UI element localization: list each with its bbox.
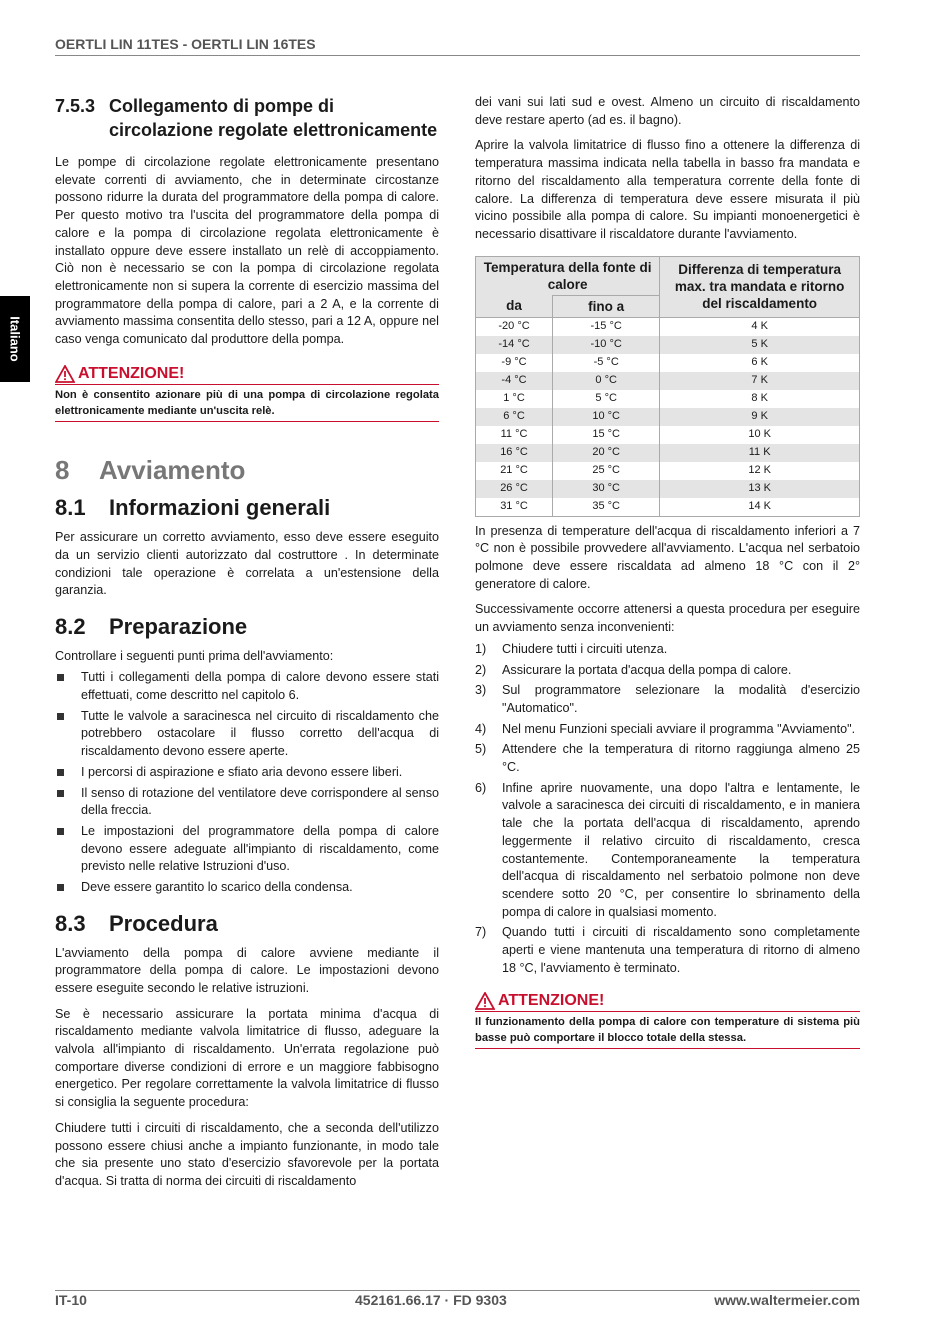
table-row bbox=[476, 372, 860, 390]
step-item bbox=[475, 721, 860, 739]
table-header-diff: Differenza di temperatura max. tra mandata e ritorno del riscaldamento bbox=[660, 256, 860, 317]
heading-number: 8.2 bbox=[55, 613, 86, 639]
procedure-steps bbox=[475, 641, 860, 978]
table-cell: 4 K bbox=[660, 317, 860, 336]
table-cell: 12 K bbox=[660, 462, 860, 480]
step-item bbox=[475, 741, 860, 776]
table-header-source: Temperatura della fonte di calore bbox=[476, 256, 660, 295]
table-cell: 14 K bbox=[660, 498, 860, 517]
table-cell: 6 K bbox=[660, 354, 860, 372]
warning-text: Non è consentito azionare più di una pompa di circolazione regolata elettronicamente mediante un'uscita relè. bbox=[55, 388, 439, 417]
language-tab bbox=[0, 296, 30, 382]
table-row bbox=[476, 426, 860, 444]
step-text: Sul programmatore selezionare la modalità d'esercizio "Automatico". bbox=[502, 683, 860, 715]
heading-number: 7.5.3 bbox=[55, 96, 96, 116]
heading-title: Procedura bbox=[109, 910, 218, 936]
table-cell: 21 °C bbox=[476, 462, 553, 480]
paragraph: Le pompe di circolazione regolate elettronicamente presentano elevate correnti di avviamento, che in determinate circostanze possono ridurre la durata del programmatore della pompa di calore. Per questo motivo tra l'uscita del programmatore della pompa di calore e la pompa di circolazione regolata elettronicamente è installato oppure deve essere installato un relè di accoppiamento. Ciò non è necessario se con la pompa di circolazione regolata elettronicamente non si supera la corrente di esercizio massima del programmatore della pompa di calore, pari a 2 A, e la corrente di avviamento massima consentita dello stesso, pari a 12 A, oppure nel caso venga comunicato dal produttore della pompa. bbox=[55, 155, 439, 347]
paragraph: Se è necessario assicurare la portata minima d'acqua di riscaldamento mediante valvola limitatrice di flusso, adeguare la valvola all'impianto di riscaldamento. Un'errata regolazione può comportare diverse condizioni di errore e un maggiore fabbisogno energetico. Per regolare correttamente la valvola limitatrice di flusso si consiglia la seguente procedura: bbox=[55, 1006, 439, 1110]
table-cell: 35 °C bbox=[553, 498, 660, 517]
right-column bbox=[475, 94, 860, 1057]
paragraph: Controllare i seguenti punti prima dell'avviamento: bbox=[55, 648, 334, 663]
step-number: 1) bbox=[475, 641, 487, 656]
table-cell: 11 K bbox=[660, 444, 860, 462]
table-row bbox=[476, 462, 860, 480]
table-cell: -4 °C bbox=[476, 372, 553, 390]
table-row bbox=[476, 390, 860, 408]
table-row bbox=[476, 354, 860, 372]
table-body bbox=[476, 317, 860, 516]
table-cell: 13 K bbox=[660, 480, 860, 498]
left-column bbox=[55, 94, 439, 1199]
warning-box bbox=[55, 365, 439, 422]
warning-box bbox=[475, 992, 860, 1049]
step-item bbox=[475, 682, 860, 717]
step-number: 4) bbox=[475, 721, 487, 736]
table-cell: 6 °C bbox=[476, 408, 553, 426]
paragraph: Chiudere tutti i circuiti di riscaldamento, che a seconda dell'utilizzo possono essere chiusi anche a impianto funzionante, in modo tale che sia presente uno stato d'esercizio sfavorevole per la portata d'acqua. Si tratta di norma dei circuiti di riscaldamento bbox=[55, 1120, 439, 1188]
step-item bbox=[475, 924, 860, 977]
heading-8 bbox=[55, 454, 439, 485]
heading-8-3 bbox=[55, 910, 439, 936]
footer-url: www.waltermeier.com bbox=[714, 1292, 860, 1308]
table-header-to: fino a bbox=[553, 295, 660, 317]
warning-title bbox=[55, 365, 439, 385]
warning-triangle-icon bbox=[475, 992, 495, 1010]
table-header-from: da bbox=[476, 295, 553, 317]
header-rule bbox=[55, 55, 860, 56]
table-cell: 10 °C bbox=[553, 408, 660, 426]
table-row bbox=[476, 336, 860, 354]
step-text: Attendere che la temperatura di ritorno raggiunga almeno 25 °C. bbox=[502, 742, 860, 775]
paragraph: Aprire la valvola limitatrice di flusso fino a ottenere la differenza di temperatura massima indicata nella tabella in basso fra mandata e ritorno del riscaldamento alla temperatura corrente della fonte di calore. La differenza di temperatura deve essere misurata il più vicino possibile alla pompa di calore. Su impianti monoenergetici è necessario disattivare il riscaldatore durante l'avviamento. bbox=[475, 138, 860, 241]
table-row bbox=[476, 498, 860, 517]
footer-page-number: IT-10 bbox=[55, 1292, 87, 1308]
table-cell: 16 °C bbox=[476, 444, 553, 462]
list-item: Deve essere garantito lo scarico della condensa. bbox=[55, 879, 439, 897]
warning-title-text: ATTENZIONE! bbox=[498, 991, 605, 1009]
table-cell: -10 °C bbox=[553, 336, 660, 354]
paragraph: Successivamente occorre attenersi a questa procedura per eseguire un avviamento senza inconvenienti: bbox=[475, 602, 860, 635]
table-row bbox=[476, 480, 860, 498]
checklist bbox=[55, 669, 439, 896]
table-cell: 30 °C bbox=[553, 480, 660, 498]
footer-doc-number: 452161.66.17 · FD 9303 bbox=[355, 1292, 507, 1308]
heading-title: Avviamento bbox=[99, 454, 246, 485]
heading-title: Preparazione bbox=[109, 613, 248, 639]
temperature-table bbox=[475, 256, 860, 517]
table-cell: -14 °C bbox=[476, 336, 553, 354]
paragraph: Per assicurare un corretto avviamento, esso deve essere eseguito da un servizio clienti autorizzato dal costruttore . In determinate condizioni tale operazione è correlata a un'estensione della garanzia. bbox=[55, 530, 439, 598]
step-text: Infine aprire nuovamente, una dopo l'altra e lentamente, le valvole a saracinesca dei circuiti di riscaldamento, e in maniera tale che la portata dell'acqua di riscaldamento, aprendo leggermente il relativo circuito di riscaldamento, cresca costantemente. Contemporaneamente la temperatura dell'acqua di riscaldamento nel serbatoio polmone non deve scendere sotto 20 °C, per consentire lo sbrinamento della pompa di calore in qualsiasi momento. bbox=[502, 780, 860, 919]
warning-triangle-icon bbox=[55, 365, 75, 383]
step-item bbox=[475, 780, 860, 922]
step-number: 2) bbox=[475, 662, 487, 677]
table-cell: -20 °C bbox=[476, 317, 553, 336]
table-cell: -15 °C bbox=[553, 317, 660, 336]
list-item: Le impostazioni del programmatore della pompa di calore devono essere adeguate all'impianto di riscaldamento, come previsto nelle relative Istruzioni d'uso. bbox=[55, 823, 439, 876]
list-item: I percorsi di aspirazione e sfiato aria devono essere liberi. bbox=[55, 764, 439, 782]
table-cell: 10 K bbox=[660, 426, 860, 444]
page-header: OERTLI LIN 11TES - OERTLI LIN 16TES bbox=[55, 36, 316, 52]
step-number: 6) bbox=[475, 780, 487, 795]
heading-8-2 bbox=[55, 613, 439, 639]
language-tab-label: Italiano bbox=[7, 316, 23, 362]
warning-text: Il funzionamento della pompa di calore con temperature di sistema più basse può comportare il blocco totale della stessa. bbox=[475, 1015, 860, 1044]
list-item: Il senso di rotazione del ventilatore deve corrispondere al senso della freccia. bbox=[55, 785, 439, 820]
table-cell: 5 °C bbox=[553, 390, 660, 408]
table-cell: -5 °C bbox=[553, 354, 660, 372]
table-cell: 1 °C bbox=[476, 390, 553, 408]
heading-8-1 bbox=[55, 495, 439, 521]
table-cell: 20 °C bbox=[553, 444, 660, 462]
step-text: Assicurare la portata d'acqua della pompa di calore. bbox=[502, 662, 792, 677]
warning-title bbox=[475, 992, 860, 1012]
heading-title: Informazioni generali bbox=[109, 495, 331, 521]
step-item bbox=[475, 641, 860, 659]
step-item bbox=[475, 662, 860, 680]
step-number: 7) bbox=[475, 925, 487, 940]
heading-number: 8 bbox=[55, 454, 70, 485]
list-item: Tutti i collegamenti della pompa di calore devono essere stati effettuati, come descritto nel capitolo 6. bbox=[55, 669, 439, 704]
list-item: Tutte le valvole a saracinesca nel circuito di riscaldamento che potrebbero ostacolare il flusso corretto dell'acqua di riscaldamento devono essere aperte. bbox=[55, 708, 439, 761]
step-text: Nel menu Funzioni speciali avviare il programma "Avviamento". bbox=[502, 721, 856, 736]
table-cell: 11 °C bbox=[476, 426, 553, 444]
heading-number: 8.1 bbox=[55, 495, 86, 521]
table-cell: 7 K bbox=[660, 372, 860, 390]
heading-number: 8.3 bbox=[55, 910, 86, 936]
table-cell: 15 °C bbox=[553, 426, 660, 444]
paragraph: dei vani sui lati sud e ovest. Almeno un circuito di riscaldamento deve restare aperto (ad es. il bagno). bbox=[475, 95, 860, 127]
heading-title: Collegamento di pompe di circolazione regolate elettronicamente bbox=[109, 96, 438, 140]
table-row bbox=[476, 408, 860, 426]
table-cell: 8 K bbox=[660, 390, 860, 408]
step-number: 3) bbox=[475, 683, 487, 698]
table-cell: 31 °C bbox=[476, 498, 553, 517]
table-cell: 9 K bbox=[660, 408, 860, 426]
step-number: 5) bbox=[475, 742, 487, 757]
warning-title-text: ATTENZIONE! bbox=[78, 364, 185, 382]
table-cell: 5 K bbox=[660, 336, 860, 354]
table-cell: 25 °C bbox=[553, 462, 660, 480]
table-cell: 0 °C bbox=[553, 372, 660, 390]
heading-7-5-3 bbox=[55, 94, 439, 142]
table-row bbox=[476, 444, 860, 462]
footer-rule bbox=[55, 1290, 860, 1291]
paragraph: In presenza di temperature dell'acqua di riscaldamento inferiori a 7 °C non è possibile provvedere all'avviamento. L'acqua nel serbatoio polmone deve essere riscaldata ad almeno 18 °C con il 2° generatore di calore. bbox=[475, 523, 860, 591]
table-cell: -9 °C bbox=[476, 354, 553, 372]
step-text: Quando tutti i circuiti di riscaldamento sono completamente aperti e viene mantenuta una temperatura di ritorno di almeno 18 °C, l'avviamento è terminato. bbox=[502, 925, 860, 975]
step-text: Chiudere tutti i circuiti utenza. bbox=[502, 641, 668, 656]
table-cell: 26 °C bbox=[476, 480, 553, 498]
table-row bbox=[476, 317, 860, 336]
paragraph: L'avviamento della pompa di calore avviene mediante il programmatore della pompa di calore. Le impostazioni devono essere eseguite secondo le relative istruzioni. bbox=[55, 945, 439, 995]
